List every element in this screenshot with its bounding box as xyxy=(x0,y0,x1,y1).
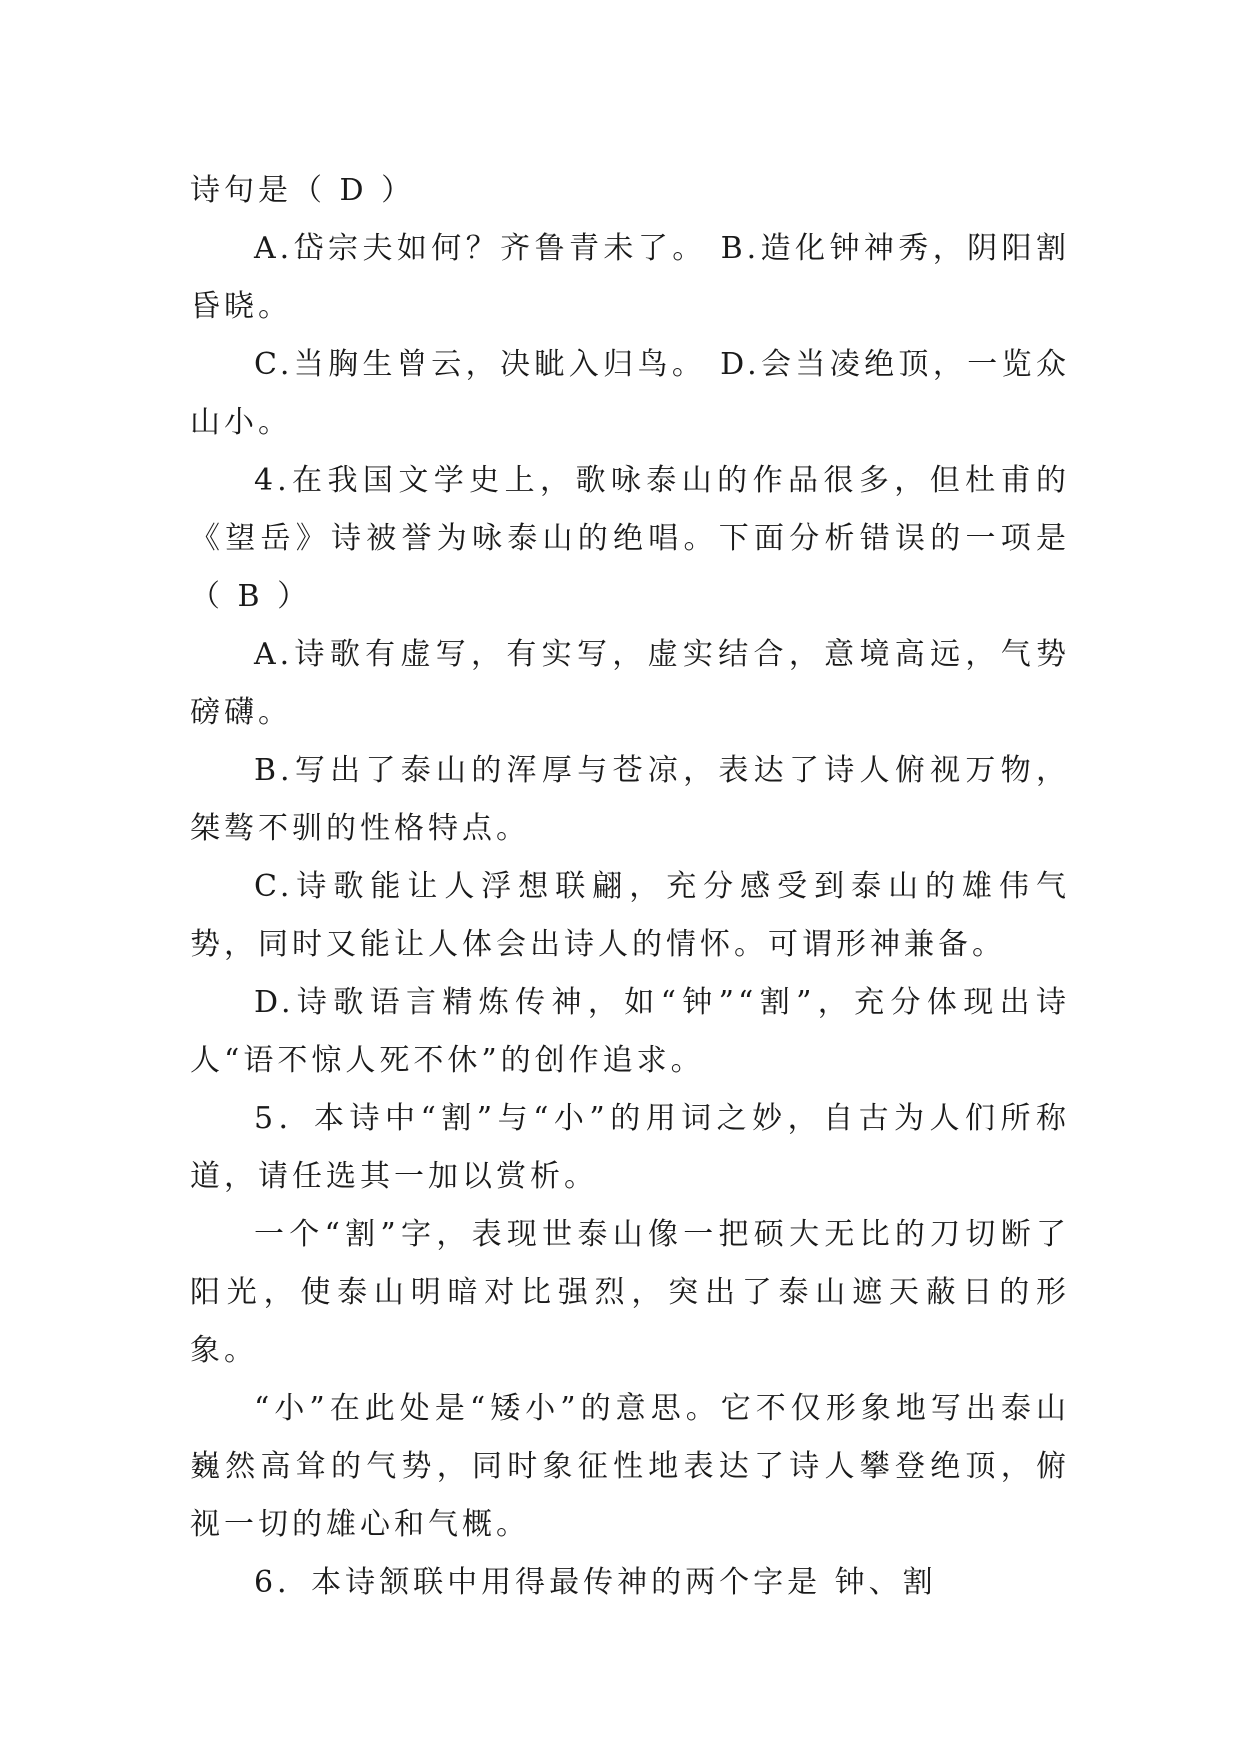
question-4-option-c: C.诗歌能让人浮想联翩，充分感受到泰山的雄伟气势，同时又能让人体会出诗人的情怀。可谓形神兼备。 xyxy=(190,869,1070,962)
question-5-answer-ge: 一个“割”字，表现世泰山像一把硕大无比的刀切断了阳光，使泰山明暗对比强烈，突出了泰山遮天蔽日的形象。 xyxy=(190,1217,1070,1368)
question-4-option-b: B.写出了泰山的浑厚与苍凉，表达了诗人俯视万物，桀骜不驯的性格特点。 xyxy=(190,753,1070,846)
question-3-options-c-d: C.当胸生曾云，决眦入归鸟。 D.会当凌绝顶，一览众山小。 xyxy=(190,347,1070,440)
question-3-options-a-b: A.岱宗夫如何？齐鲁青未了。 B.造化钟神秀，阴阳割昏晓。 xyxy=(190,231,1070,324)
question-5-answer-xiao: “小”在此处是“矮小”的意思。它不仅形象地写出泰山巍然高耸的气势，同时象征性地表达了诗人攀登绝顶，俯视一切的雄心和气概。 xyxy=(190,1391,1070,1542)
document-body xyxy=(190,162,1070,1612)
question-4-option-a: A.诗歌有虚写，有实写，虚实结合，意境高远，气势磅礴。 xyxy=(190,637,1070,730)
question-6-stem: 6．本诗颔联中用得最传神的两个字是 钟、割 xyxy=(254,1565,937,1600)
question-4-option-d: D.诗歌语言精炼传神，如“钟”“割”，充分体现出诗人“语不惊人死不休”的创作追求。 xyxy=(190,985,1070,1078)
question-5-stem: 5．本诗中“割”与“小”的用词之妙，自古为人们所称道，请任选其一加以赏析。 xyxy=(190,1101,1070,1194)
question-3-stem-end: 诗句是（ D ） xyxy=(190,173,416,208)
question-4-stem: 4.在我国文学史上，歌咏泰山的作品很多，但杜甫的《望岳》诗被誉为咏泰山的绝唱。下面分析错误的一项是（ B ） xyxy=(190,463,1070,614)
